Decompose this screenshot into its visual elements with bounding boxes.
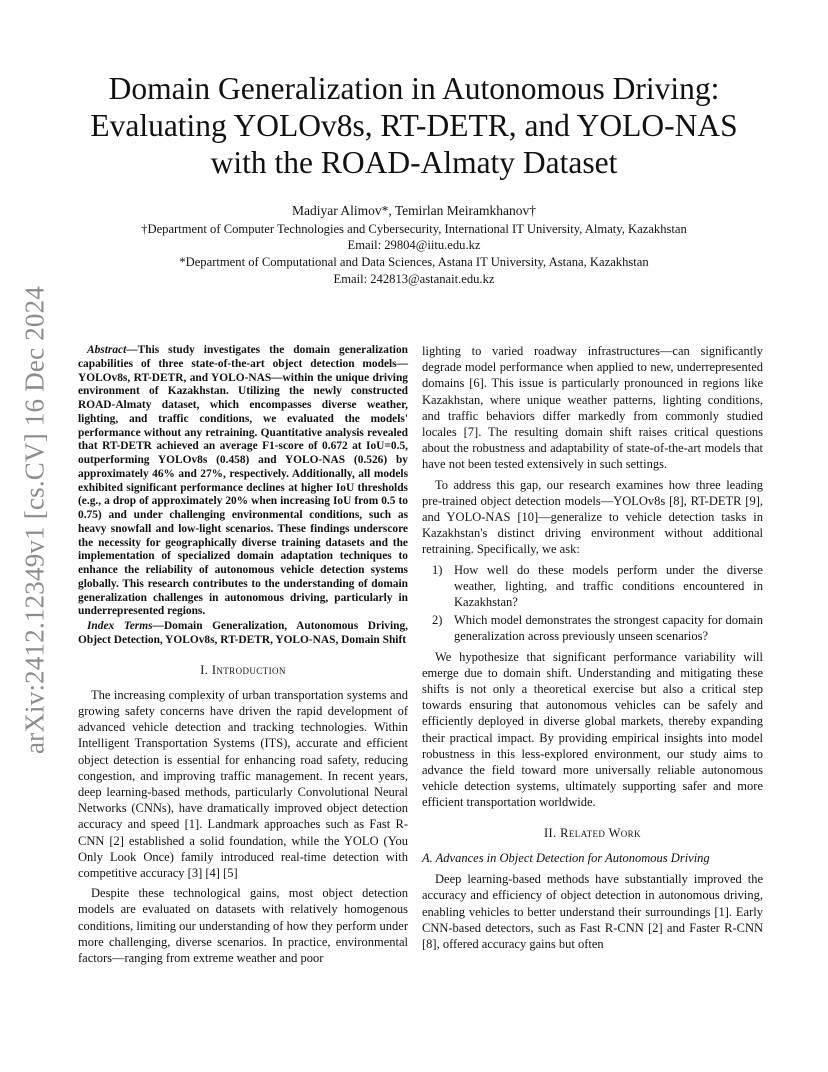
section-heading-text: I. Introduction xyxy=(200,662,286,677)
list-number: 1) xyxy=(432,562,443,577)
paragraph: To address this gap, our research examines how three leading pre-trained object detection models—YOLOv8s [8], RT-DETR [9], and YOLO-NAS [10]—generalize to vehicle detection tasks in Kazakhstan's distinct driving environment without additional retraining. Specifically, we ask: xyxy=(422,477,763,557)
index-terms-text: —Domain Generalization, Autonomous Driving, Object Detection, YOLOv8s, RT-DETR, YOLO-NAS, Domain Shift xyxy=(78,620,408,646)
paragraph: Deep learning-based methods have substantially improved the accuracy and efficiency of object detection in autonomous driving, enabling vehicles to better understand their surroundings [1]. Early CNN-based detectors, such as Fast R-CNN [2] and Faster R-CNN [8], offered accuracy gains but often xyxy=(422,872,763,951)
paragraph: Despite these technological gains, most object detection models are evaluated on datasets with relatively homogenous conditions, limiting our understanding of how they perform under more challenging, diverse scenarios. In practice, environmental factors—ranging from extreme weather and poor xyxy=(78,886,408,965)
index-terms-label: Index Terms xyxy=(87,620,153,632)
list-number: 2) xyxy=(432,613,443,628)
abstract xyxy=(78,344,408,619)
paragraph: We hypothesize that significant performance variability will emerge due to domain shift. Understanding and mitigating these shifts is not only a theoretical exercise but also a critical step towards ensuring that autonomous vehicles can be safely and efficiently deployed in diverse global markets, thereby expanding their practical impact. By providing empirical insights into model robustness in this less-explored environment, our study aims to advance the field toward more universally reliable autonomous vehicle detection systems, ultimately supporting safer and more efficient transportation worldwide. xyxy=(422,649,763,810)
paragraph: The increasing complexity of urban transportation systems and growing safety concerns have driven the rapid development of advanced vehicle detection and tracking technologies. Within Intelligent Transportation Systems (ITS), accurate and efficient object detection is essential for enhancing road safety, reducing congestion, and improving traffic management. In recent years, deep learning-based methods, particularly Convolutional Neural Networks (CNNs), have dramatically improved object detection accuracy and speed [1]. Landmark approaches such as Fast R-CNN [2] established a solid foundation, while the YOLO (You Only Look Once) family introduced real-time detection with competitive accuracy [3] [4] [5] xyxy=(78,687,408,880)
subsection-heading: A. Advances in Object Detection for Autonomous Driving xyxy=(422,850,710,865)
paper-title xyxy=(60,70,768,181)
section-heading-text: II. Related Work xyxy=(543,825,641,840)
author-email: Email: 29804@iitu.edu.kz xyxy=(347,238,481,253)
research-questions xyxy=(422,562,763,645)
section-heading xyxy=(422,825,763,841)
author-email: Email: 242813@astanait.edu.kz xyxy=(333,271,495,286)
section-heading xyxy=(78,662,408,678)
arxiv-identifier xyxy=(18,285,52,755)
index-terms xyxy=(78,620,408,648)
left-column xyxy=(78,343,408,970)
list-text: How well do these models perform under the diverse weather, lighting, and traffic conditions encountered in Kazakhstan? xyxy=(454,562,763,610)
title-line: Domain Generalization in Autonomous Driving: xyxy=(108,71,720,106)
author-block xyxy=(60,203,768,288)
title-line: Evaluating YOLOv8s, RT-DETR, and YOLO-NAS xyxy=(90,108,738,143)
abstract-text: —This study investigates the domain generalization capabilities of three state-of-the-art object detection models—YOLOv8s, RT-DETR, and YOLO-NAS—within the unique driving environment of Kazakhstan. Utilizing the newly constructed ROAD-Almaty dataset, which encompasses diverse weather, lighting, and traffic conditions, we evaluated the models' performance without any retraining. Quantitative analysis revealed that RT-DETR achieved an average F1-score of 0.672 at IoU=0.5, outperforming YOLOv8s (0.458) and YOLO-NAS (0.526) by approximately 46% and 27%, respectively. Additionally, all models exhibited significant performance declines at higher IoU thresholds (e.g., a drop of approximately 20% when increasing IoU from 0.5 to 0.75) and under challenging environmental conditions, such as heavy snowfall and low-light scenarios. These findings underscore the necessity for geographically diverse training datasets and the implementation of specialized domain adaptation techniques to enhance the reliability of autonomous vehicle detection systems globally. This research contributes to the understanding of domain generalization challenges in autonomous driving, particularly in underrepresented regions. xyxy=(78,344,408,618)
abstract-label: Abstract xyxy=(87,344,127,356)
list-item xyxy=(422,612,763,644)
arxiv-identifier-text: arXiv:2412.12349v1 [cs.CV] 16 Dec 2024 xyxy=(19,285,50,755)
affiliation: †Department of Computer Technologies and Cybersecurity, International IT University, Almaty, Kazakhstan xyxy=(141,221,687,236)
author-names: Madiyar Alimov*, Temirlan Meiramkhanov† xyxy=(291,203,536,218)
list-item xyxy=(422,562,763,611)
affiliation: *Department of Computational and Data Sciences, Astana IT University, Astana, Kazakhstan xyxy=(179,255,649,270)
list-text: Which model demonstrates the strongest capacity for domain generalization across previously unseen scenarios? xyxy=(454,613,763,644)
right-column xyxy=(422,343,763,956)
title-line: with the ROAD-Almaty Dataset xyxy=(210,145,618,180)
paragraph: lighting to varied roadway infrastructures—can significantly degrade model performance when applied to new, underrepresented domains [6]. This issue is particularly pronounced in regions like Kazakhstan, where unique weather patterns, lighting conditions, and traffic behaviors differ markedly from commonly studied locales [7]. The resulting domain shift raises critical questions about the robustness and adaptability of state-of-the-art models that have not been tested extensively in such settings. xyxy=(422,344,763,472)
